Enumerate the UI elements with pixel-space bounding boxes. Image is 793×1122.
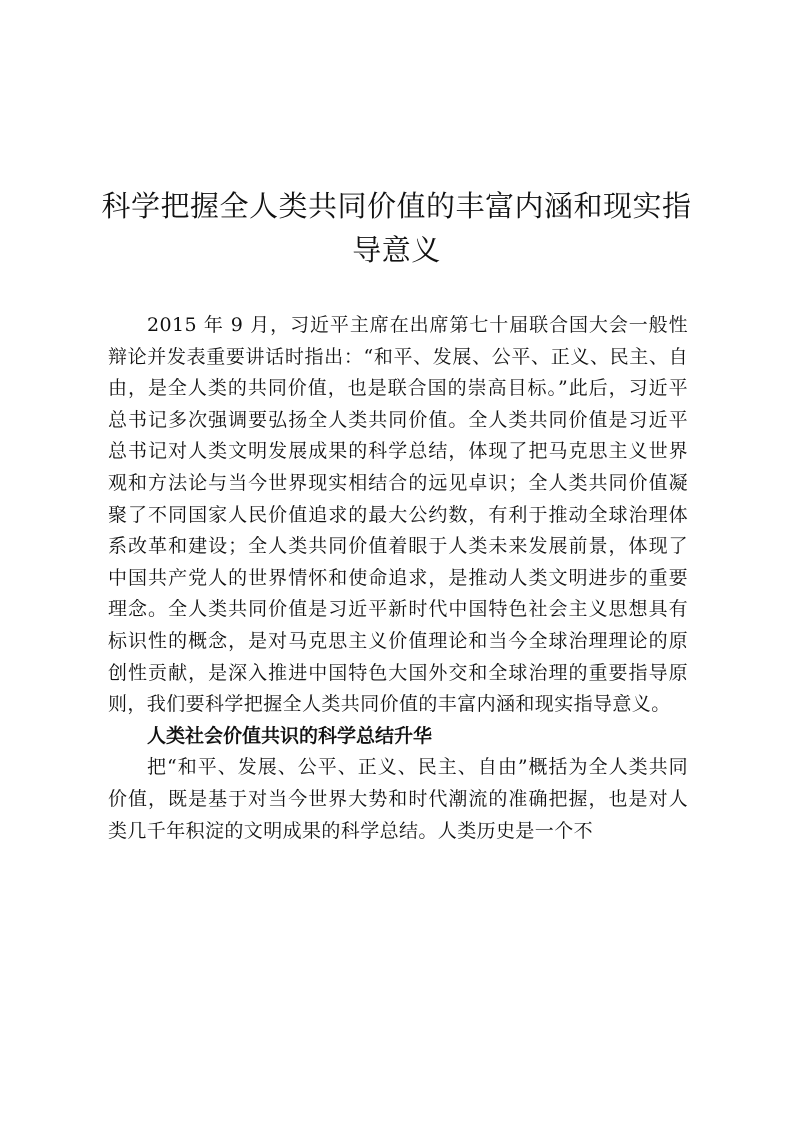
document-title: 科学把握全人类共同价值的丰富内涵和现实指导意义 (101, 189, 692, 267)
section-paragraph: 把“和平、发展、公平、正义、民主、自由”概括为全人类共同价值，既是基于对当今世界大势和时代潮流的准确把握，也是对人类几千年积淀的文明成果的科学总结。人类历史是一个不 (108, 756, 688, 842)
document-body (108, 310, 688, 847)
intro-paragraph: 2015 年 9 月，习近平主席在出席第七十届联合国大会一般性辩论并发表重要讲话时指出：“和平、发展、公平、正义、民主、自由，是全人类的共同价值，也是联合国的崇高目标。”此后，习近平总书记多次强调要弘扬全人类共同价值。全人类共同价值是习近平总书记对人类文明发展成果的科学总结，体现了把马克思主义世界观和方法论与当今世界现实相结合的远见卓识；全人类共同价值凝聚了不同国家人民价值追求的最大公约数，有利于推动全球治理体系改革和建设；全人类共同价值着眼于人类未来发展前景，体现了中国共产党人的世界情怀和使命追求，是推动人类文明进步的重要理念。全人类共同价值是习近平新时代中国特色社会主义思想具有标识性的概念，是对马克思主义价值理论和当今全球治理理论的原创性贡献，是深入推进中国特色大国外交和全球治理的重要指导原则，我们要科学把握全人类共同价值的丰富内涵和现实指导意义。 (108, 314, 688, 716)
section-heading: 人类社会价值共识的科学总结升华 (147, 724, 433, 747)
